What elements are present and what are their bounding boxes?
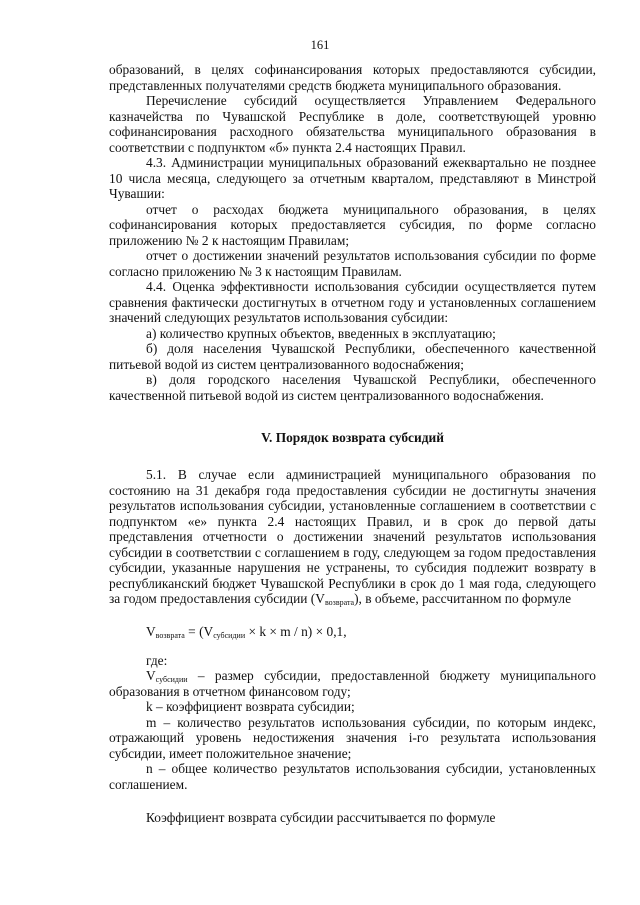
- where-label: где:: [146, 652, 168, 668]
- formula-equals: = (V: [184, 623, 214, 639]
- paragraph-report-expenses: отчет о расходах бюджета муниципального образования, в целях софинансирования которых предоставляется субсидия, по форме согласно приложению № 2 к настоящим Правилам;: [109, 201, 596, 248]
- definition-v-text: – размер субсидии, предоставленной бюджету муниципального образования в отчетном финансовом году;: [109, 668, 596, 699]
- list-item-a: а) количество крупных объектов, введенных в эксплуатацию;: [146, 325, 496, 341]
- paragraph-5-1: [109, 467, 596, 607]
- document-body: [109, 62, 596, 826]
- formula-sub-return: возврата: [155, 630, 185, 640]
- paragraph-transfer: Перечисление субсидий осуществляется Управлением Федерального казначейства по Чувашской Республике в доле, соответствующей уровню софинансирования расходного обязательства муниципального образования в соответствии с подпунктом «б» пункта 2.4 настоящих Правил.: [109, 93, 596, 155]
- paragraph-4-3: 4.3. Администрации муниципальных образований ежеквартально не позднее 10 числа месяца, следующего за отчетным кварталом, представляют в Минстрой Чувашии:: [109, 155, 596, 201]
- page-number: 161: [310, 38, 330, 52]
- formula-rest: × k × m / n) × 0,1,: [245, 623, 347, 639]
- definition-v-sub: субсидии: [155, 675, 188, 684]
- paragraph-4-4: 4.4. Оценка эффективности использования субсидии осуществляется путем сравнения фактически достигнутых в отчетном году и установленных соглашением значений следующих результатов использования субсидии:: [109, 279, 596, 325]
- formula-sub-subsidy: субсидии: [213, 630, 246, 640]
- closing-paragraph: Коэффициент возврата субсидии рассчитывается по формуле: [146, 810, 496, 825]
- definition-v: V: [146, 668, 156, 683]
- definition-n: n – общее количество результатов использования субсидии, установленных соглашением.: [109, 761, 596, 792]
- paragraph-report-results: отчет о достижении значений результатов использования субсидии по форме согласно приложению № 3 к настоящим Правилам.: [109, 248, 596, 279]
- formula-v: V: [146, 623, 156, 639]
- definition-k: k – коэффициент возврата субсидии;: [146, 699, 355, 714]
- list-item-c: в) доля городского населения Чувашской Республики, обеспеченного качественной питьевой водой из систем централизованного водоснабжения.: [109, 372, 596, 403]
- formula-return: [109, 624, 596, 640]
- paragraph-continuation: образований, в целях софинансирования которых предоставляются субсидии, представленных получателями средств бюджета муниципального образования.: [109, 62, 596, 93]
- definition-m: m – количество результатов использования субсидии, по которым индекс, отражающий уровень недостижения значения i-го результата использования субсидии, имеет положительное значение;: [109, 714, 596, 761]
- paragraph-5-1-text: 5.1. В случае если администрацией муниципального образования по состоянию на 31 декабря года предоставления субсидии не достигнуты значения результатов использования субсидии, установленные соглашением в соответствии с подпунктом «е» пункта 2.4 настоящих Правил, и в срок до первой даты представления отчетности о достижении значений результатов использования субсидии в соответствии с соглашением в году, следующем за годом предоставления субсидии, указанные нарушения не устранены, то субсидия подлежит возврату в республиканский бюджет Чувашской Республики в срок до 1 мая года, следующего за годом предоставления субсидии (V: [109, 467, 596, 606]
- list-item-b: б) доля населения Чувашской Республики, обеспеченного качественной питьевой водой из систем централизованного водоснабжения;: [109, 341, 596, 372]
- paragraph-5-1-tail: ), в объеме, рассчитанном по формуле: [354, 591, 572, 606]
- section-heading: V. Порядок возврата субсидий: [261, 430, 444, 445]
- subscript-return: возврата: [324, 598, 355, 607]
- definition-v-subsidy: [109, 668, 596, 699]
